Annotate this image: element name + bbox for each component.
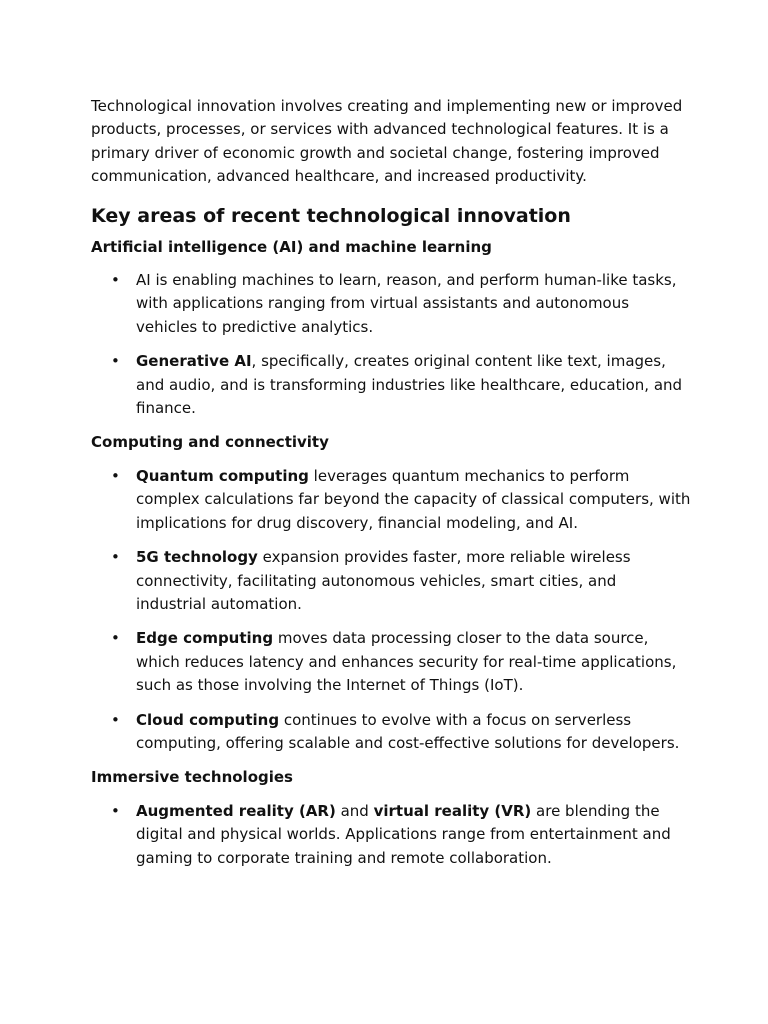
- section-heading: Key areas of recent technological innovation: [91, 204, 571, 227]
- item-term: 5G technology: [136, 548, 258, 567]
- item-term: Cloud computing: [136, 710, 280, 729]
- list-item: [91, 627, 691, 697]
- bullet-icon: •: [111, 629, 120, 648]
- item-connector: and: [335, 801, 374, 820]
- bullet-icon: •: [111, 710, 120, 729]
- item-text: expansion provides faster, more reliable wireless connectivity, facilitating autonomous vehicles, smart cities, and industrial automation.: [136, 548, 631, 613]
- item-text: moves data processing closer to the data source, which reduces latency and enhances security for real-time applications, such as those involving the Internet of Things (IoT).: [136, 629, 677, 695]
- bullet-icon: •: [111, 271, 120, 290]
- bullet-icon: •: [111, 801, 120, 820]
- list-item: [91, 709, 691, 756]
- item-term: Augmented reality (AR): [136, 801, 336, 820]
- subheading-ai: Artificial intelligence (AI) and machine learning: [91, 237, 492, 256]
- list-item: [91, 350, 691, 420]
- computing-list: [91, 465, 691, 755]
- subheading-computing: Computing and connectivity: [91, 433, 329, 452]
- list-item: [91, 269, 691, 339]
- item-term: Quantum computing: [136, 466, 309, 485]
- intro-paragraph: Technological innovation involves creating and implementing new or improved products, processes, or services with advanced technological features. It is a primary driver of economic growth and societal change, fostering improved communication, advanced healthcare, and increased productivity.: [91, 97, 683, 186]
- item-text: continues to evolve with a focus on serverless computing, offering scalable and cost-effective solutions for developers.: [136, 710, 680, 752]
- document-body: [91, 95, 691, 881]
- item-text: leverages quantum mechanics to perform complex calculations far beyond the capacity of classical computers, with implications for drug discovery, financial modeling, and AI.: [136, 466, 691, 532]
- subheading-immersive: Immersive technologies: [91, 768, 293, 787]
- item-term: Edge computing: [136, 629, 274, 648]
- item-text: AI is enabling machines to learn, reason, and perform human-like tasks, with applications ranging from virtual assistants and autonomous vehicles to predictive analytics.: [136, 271, 677, 336]
- bullet-icon: •: [111, 548, 120, 567]
- list-item: [91, 800, 691, 870]
- item-term: Generative AI: [136, 352, 252, 371]
- immersive-list: [91, 800, 691, 870]
- list-item: [91, 465, 691, 535]
- list-item: [91, 546, 691, 616]
- bullet-icon: •: [111, 466, 120, 485]
- item-term-2: virtual reality (VR): [373, 801, 532, 820]
- bullet-icon: •: [111, 352, 120, 371]
- item-text: , specifically, creates original content like text, images, and audio, and is transforming industries like healthcare, education, and finance.: [136, 352, 683, 418]
- item-text: are blending the digital and physical worlds. Applications range from entertainment and gaming to corporate training and remote collaboration.: [136, 801, 671, 867]
- ai-list: [91, 269, 691, 420]
